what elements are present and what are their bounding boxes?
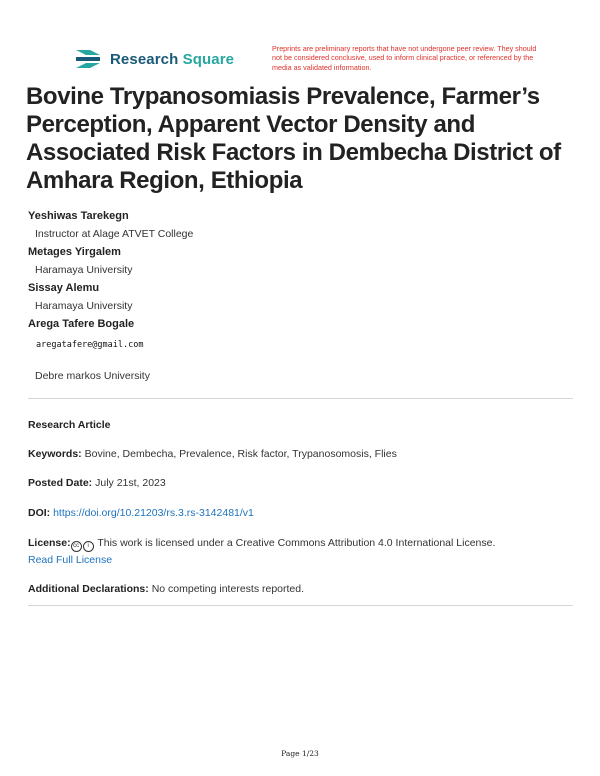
posted-date-label: Posted Date: [28,477,93,489]
doi [28,505,573,521]
additional-declarations [28,581,573,597]
posted-date [28,475,573,491]
article-type [28,417,573,433]
keywords [28,446,573,462]
logo-text [110,51,234,68]
creative-commons-icon: cc [71,541,82,552]
research-square-logo[interactable] [74,46,234,72]
research-square-logo-icon [74,46,102,72]
author-affiliation: Haramaya University [35,264,133,276]
declarations-value: No competing interests reported. [151,583,305,595]
divider [28,398,573,399]
license-text: This work is licensed under a Creative Commons Attribution 4.0 International License. [97,537,496,549]
license [28,535,573,568]
doi-link[interactable]: https://doi.org/10.21203/rs.3.rs-3142481/v1 [53,507,254,519]
posted-date-value: July 21st, 2023 [95,477,166,489]
preprint-disclaimer: Preprints are preliminary reports that have not undergone peer review. They should not be considered conclusive, used to inform clinical practice, or referenced by the media as validated information. [272,44,537,72]
author-name: Arega Tafere Bogale [28,318,135,330]
author-list [28,207,568,385]
article-type-value: Research Article [28,419,111,431]
author-name: Yeshiwas Tarekegn [28,210,129,222]
divider [28,605,573,606]
keywords-label: Keywords: [28,448,82,460]
logo-text-research: Research [110,50,179,68]
read-full-license-link[interactable]: Read Full License [28,554,113,566]
author-affiliation: Haramaya University [35,300,133,312]
author-name: Metages Yirgalem [28,246,121,258]
doi-label: DOI: [28,507,51,519]
declarations-label: Additional Declarations: [28,583,149,595]
logo-text-square: Square [182,50,235,68]
author-affiliation: Debre markos University [35,370,150,382]
page-number: Page 1/23 [281,749,319,758]
attribution-icon: i [83,541,94,552]
author-name: Sissay Alemu [28,282,100,294]
author-email[interactable]: aregatafere@gmail.com [36,340,144,350]
license-label: License: [28,537,71,549]
paper-title: Bovine Trypanosomiasis Prevalence, Farmer’s Perception, Apparent Vector Density and Associated Risk Factors in Dembecha District of Amhara Region, Ethiopia [26,83,561,194]
author-affiliation: Instructor at Alage ATVET College [35,228,194,240]
keywords-value: Bovine, Dembecha, Prevalence, Risk factor, Trypanosomosis, Flies [84,448,397,460]
